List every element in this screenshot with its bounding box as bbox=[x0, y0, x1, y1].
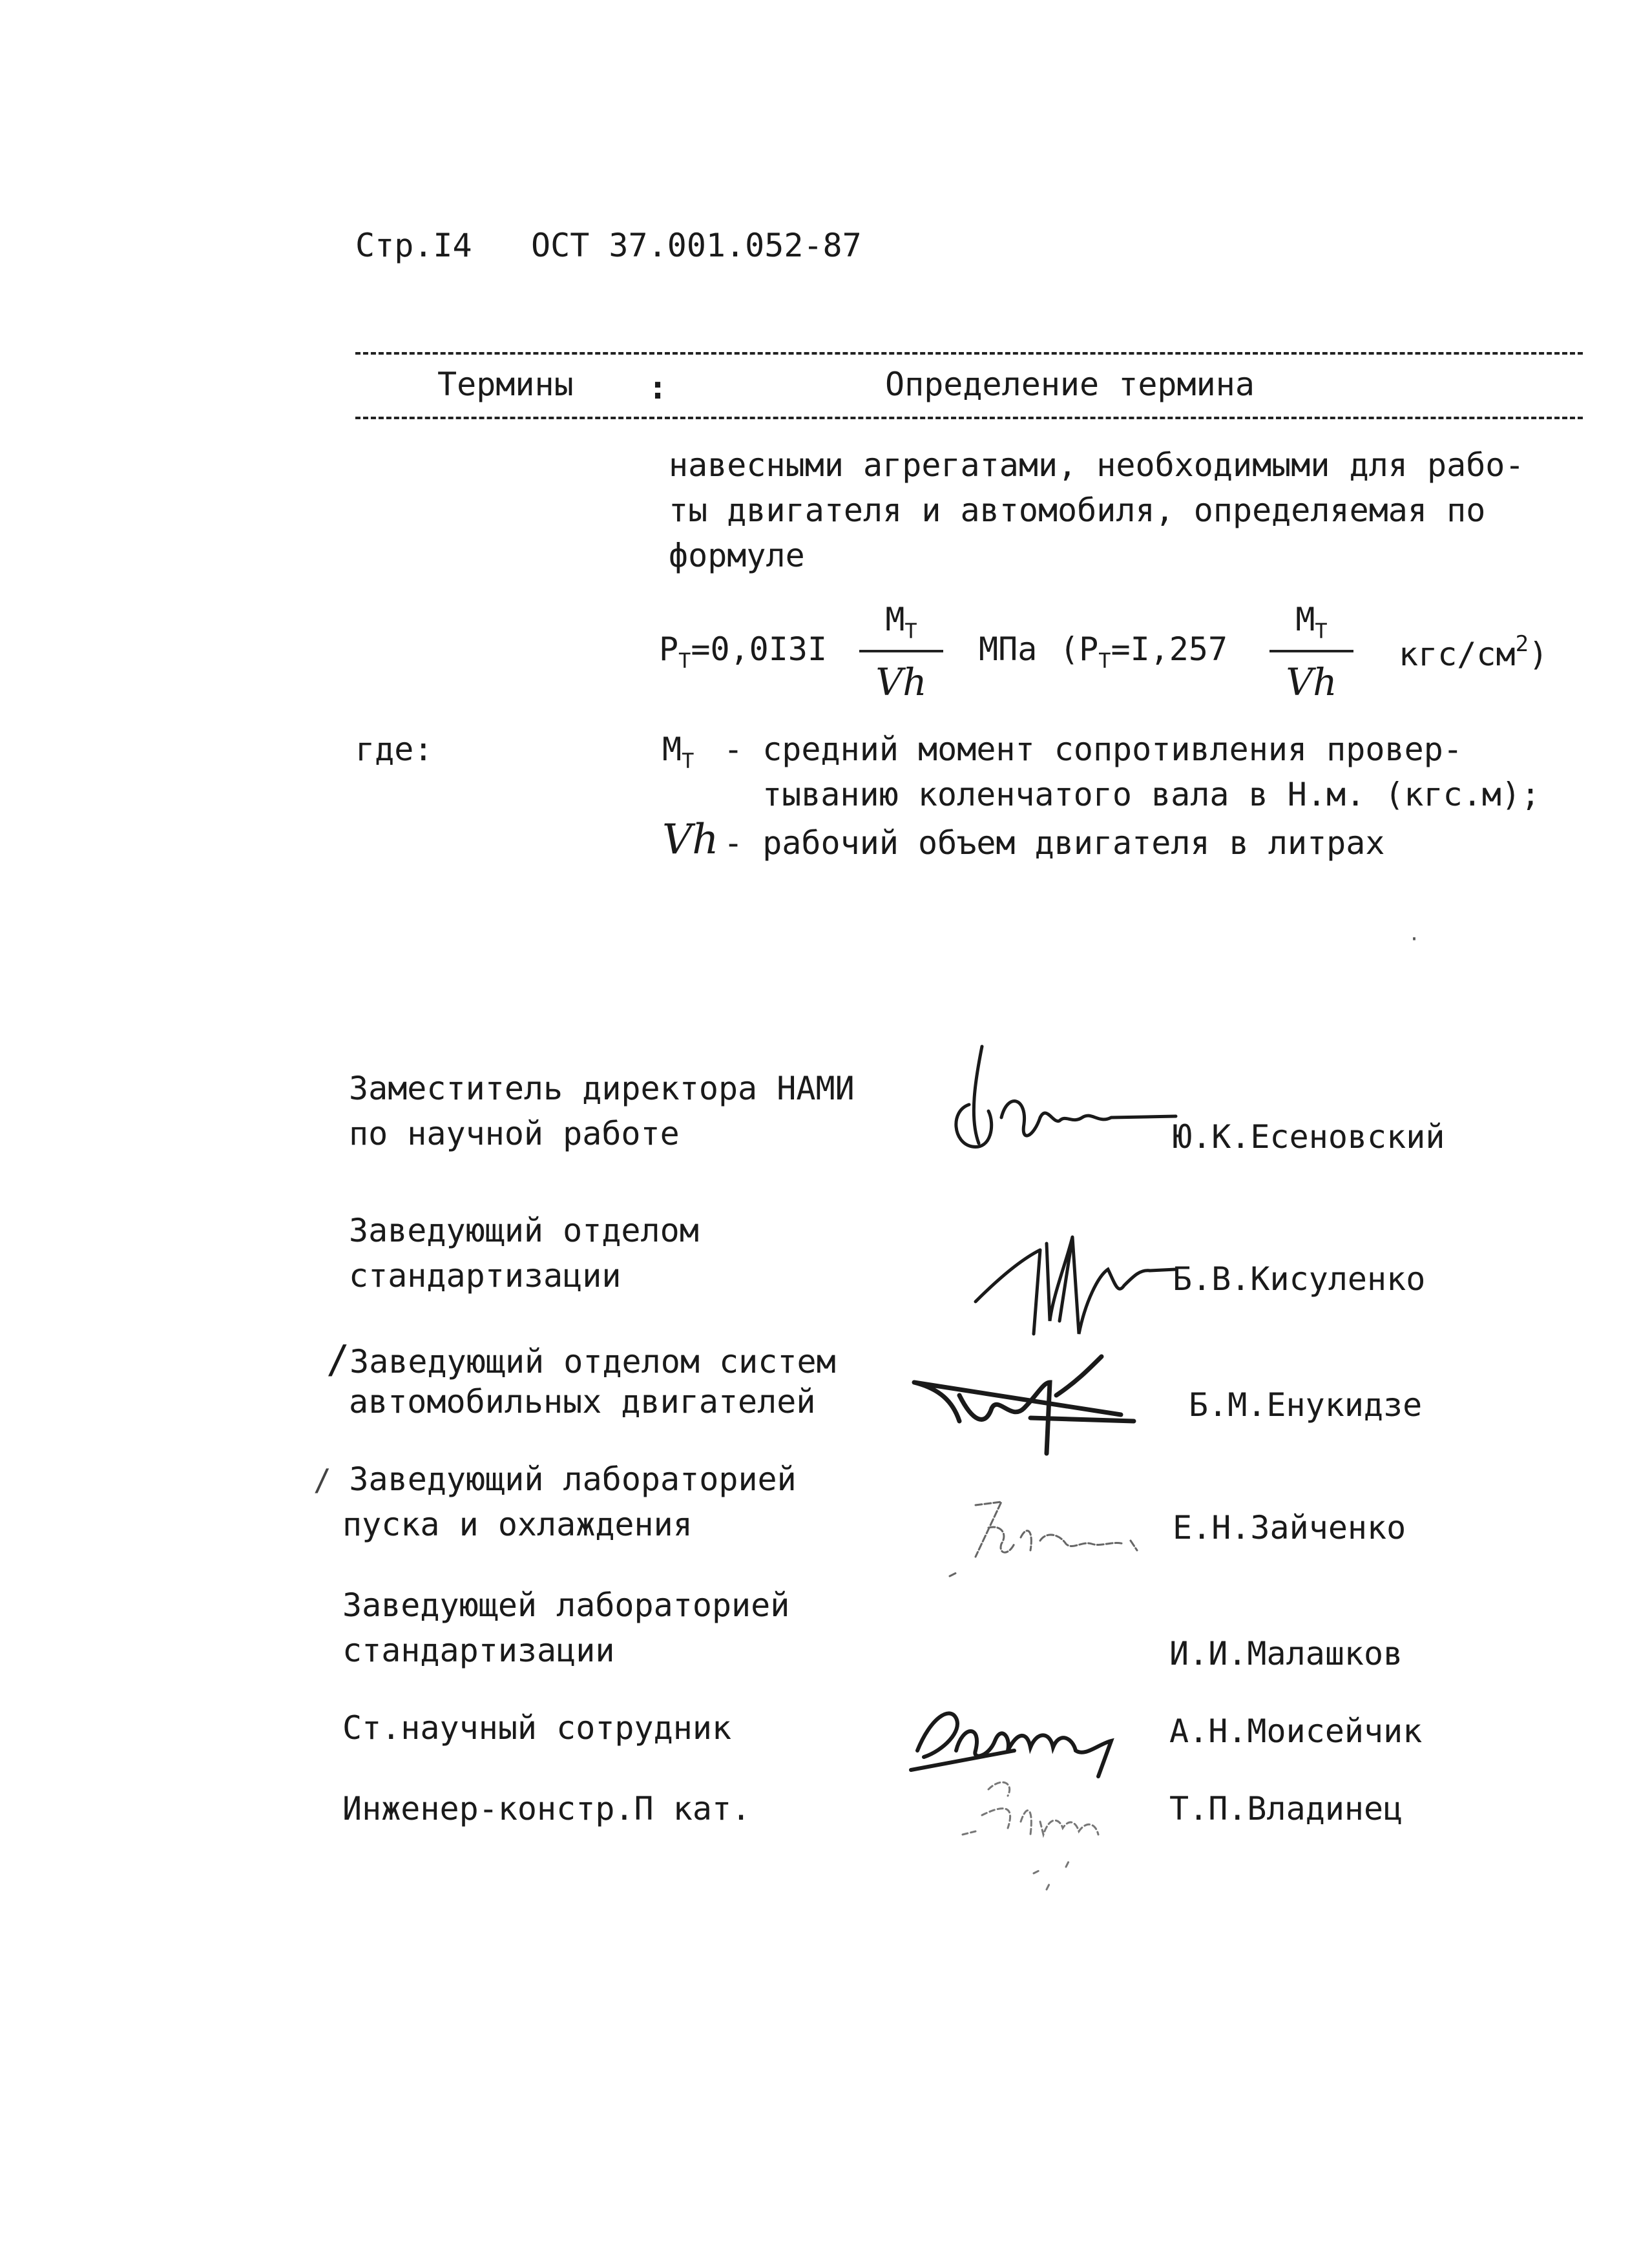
fraction-1-denominator: Vh bbox=[875, 660, 927, 704]
column-separator: : bbox=[648, 369, 668, 406]
fraction-1 bbox=[859, 601, 943, 704]
signature-2-icon bbox=[969, 1224, 1189, 1353]
signature-3-icon bbox=[901, 1344, 1147, 1460]
where-v-symbol: Vh bbox=[662, 816, 719, 864]
signatory-5-title-line-2: стандартизации bbox=[342, 1632, 615, 1669]
signatory-4-name: Е.Н.Зайченко bbox=[1173, 1509, 1406, 1546]
signature-7-icon bbox=[937, 1763, 1150, 1893]
where-m-line-2: тыванию коленчатого вала в Н.м. (кгс.м); bbox=[762, 776, 1541, 813]
margin-tick: / bbox=[326, 1337, 350, 1382]
signatory-1-name: Ю.К.Есеновский bbox=[1173, 1118, 1445, 1156]
fraction-1-bar bbox=[859, 650, 943, 652]
where-v-line: - рабочий объем двигателя в литрах bbox=[724, 824, 1385, 862]
fraction-2-numerator: $M_T$ bbox=[1295, 601, 1328, 643]
signatory-6-name: А.Н.Моисейчик bbox=[1169, 1712, 1423, 1750]
signatory-7-name: Т.П.Владинец bbox=[1169, 1790, 1403, 1827]
formula-alt bbox=[1060, 630, 1228, 673]
signatory-2-title-line-2: стандартизации bbox=[349, 1257, 621, 1295]
where-label: где: bbox=[355, 731, 433, 768]
signatory-7-title: Инженер-констр.П кат. bbox=[342, 1790, 751, 1827]
signatory-2-title-line-1: Заведующий отделом bbox=[349, 1212, 699, 1249]
column-header-definition: Определение термина bbox=[885, 366, 1255, 403]
margin-tick: / bbox=[313, 1462, 350, 1497]
formula-p-sub: T bbox=[678, 649, 691, 673]
signatory-3-title-line-1: /Заведующий отделом систем bbox=[326, 1337, 836, 1382]
fraction-1-numerator: $M_T$ bbox=[885, 601, 917, 643]
signatory-1-title-line-2: по научной работе bbox=[349, 1115, 680, 1152]
table-header-rule bbox=[355, 417, 1583, 419]
formula-unit-mpa: МПа bbox=[979, 630, 1038, 668]
formula-alt-sub: T bbox=[1098, 649, 1111, 673]
stray-mark: · bbox=[1408, 928, 1421, 951]
fraction-2 bbox=[1269, 601, 1353, 704]
column-header-terms: Термины bbox=[437, 366, 574, 403]
signatory-2-name: Б.В.Кисуленко bbox=[1173, 1260, 1426, 1298]
where-m-line-1: - средний момент сопротивления провер- bbox=[724, 731, 1463, 768]
signatory-4-title-line-1: / Заведующий лабораторией bbox=[313, 1461, 797, 1498]
formula-left bbox=[659, 630, 828, 673]
formula-alt-open: (P bbox=[1060, 630, 1099, 668]
page-label: Стр.I4 bbox=[355, 227, 472, 264]
table-top-rule bbox=[355, 352, 1583, 355]
formula-coef-1: =0,0I3I bbox=[691, 630, 828, 668]
where-m-symbol: $M_T$ bbox=[662, 731, 694, 773]
fraction-2-bar bbox=[1269, 650, 1353, 652]
formula-p: P bbox=[659, 630, 679, 668]
signatory-3-name: Б.М.Енукидзе bbox=[1189, 1386, 1423, 1424]
signatory-1-title-line-1: Заместитель директора НАМИ bbox=[349, 1070, 855, 1107]
formula-unit-kgs: кгс/$см^2$) bbox=[1399, 631, 1549, 673]
fraction-2-denominator: Vh bbox=[1286, 660, 1337, 704]
signatory-5-title-line-1: Заведующей лабораторией bbox=[342, 1587, 790, 1624]
signatory-3-title-line-2: автомобильных двигателей bbox=[349, 1383, 816, 1420]
signatory-4-title-line-2: пуска и охлаждения bbox=[342, 1506, 693, 1543]
definition-line-3: формуле bbox=[669, 537, 805, 574]
definition-line-2: ты двигателя и автомобиля, определяемая по bbox=[669, 492, 1486, 529]
signature-4-icon bbox=[937, 1479, 1176, 1583]
signature-1-icon bbox=[943, 1034, 1215, 1163]
definition-line-1: навесными агрегатами, необходимыми для рабо- bbox=[669, 446, 1525, 484]
signatory-6-title: Ст.научный сотрудник bbox=[342, 1709, 732, 1747]
signatory-5-name: И.И.Малашков bbox=[1169, 1635, 1403, 1672]
standard-number: ОСТ 37.001.052-87 bbox=[531, 227, 862, 264]
formula-coef-2: =I,257 bbox=[1111, 630, 1228, 668]
